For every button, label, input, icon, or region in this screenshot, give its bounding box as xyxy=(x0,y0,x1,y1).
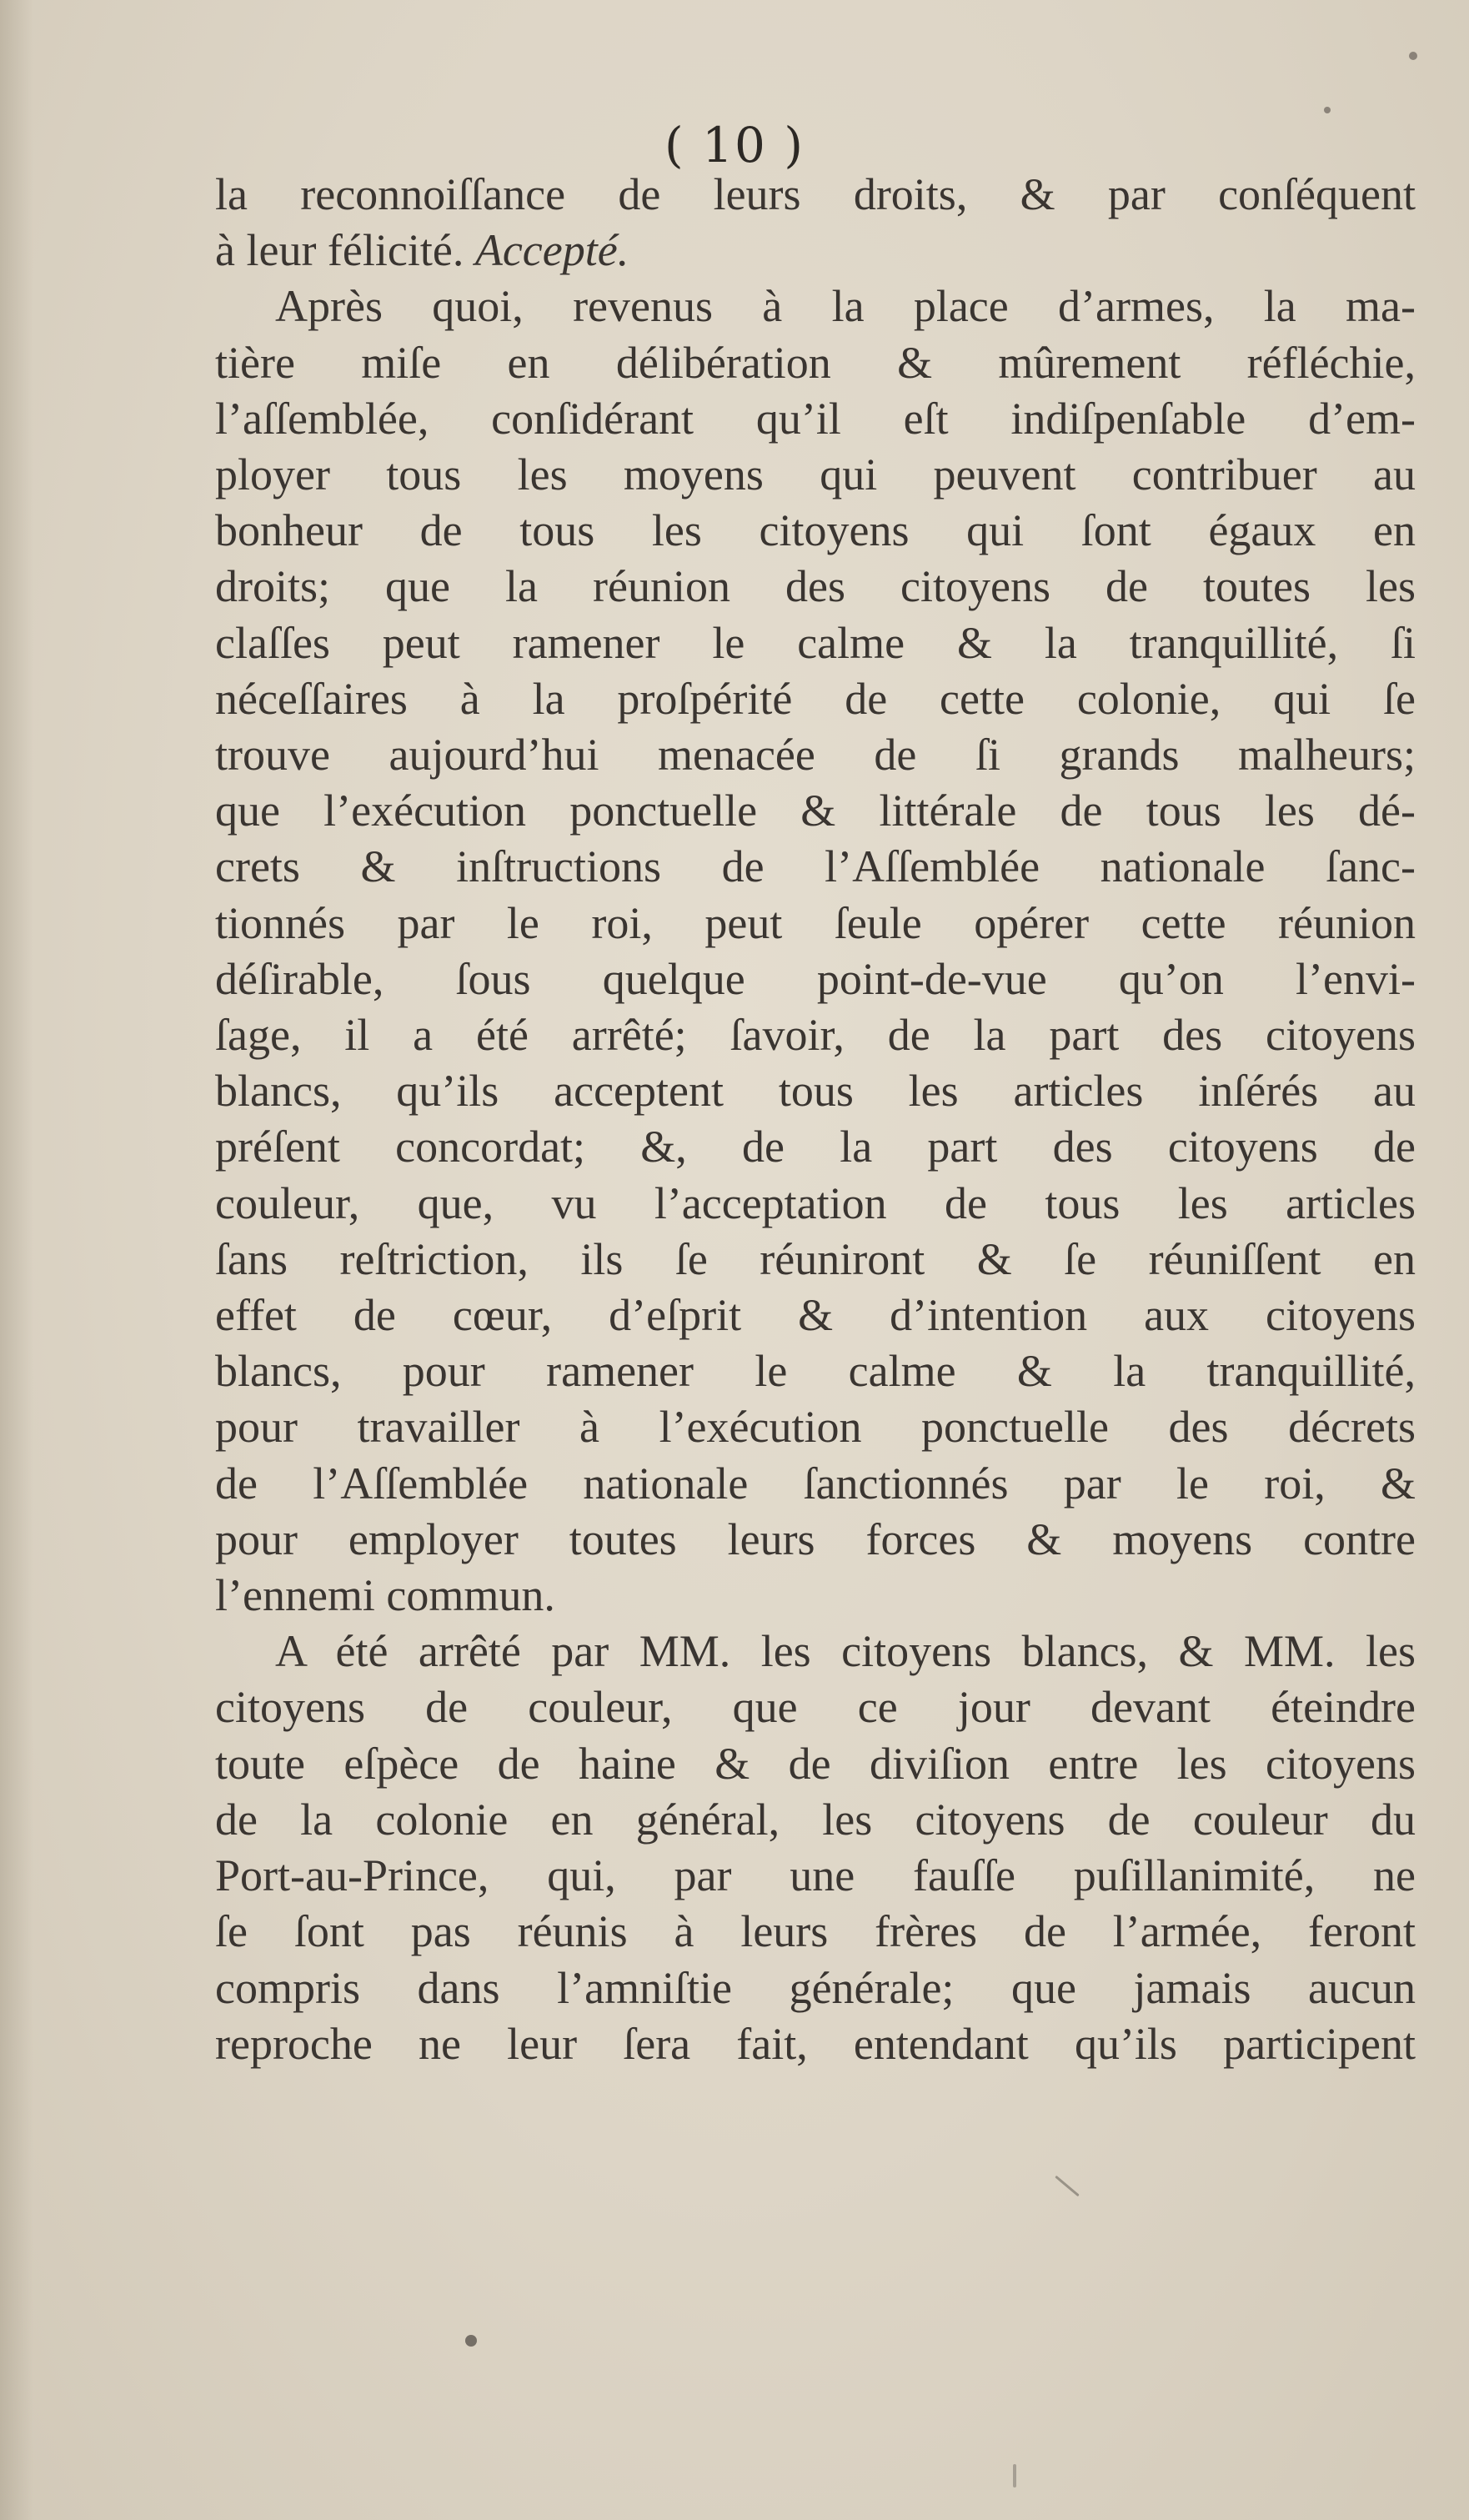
text-line: ſans reſtriction, ils ſe réuniront & ſe réuniſſent en xyxy=(215,1233,1416,1284)
paper-speck xyxy=(1013,2464,1016,2487)
text-line: de la colonie en général, les citoyens de couleur du xyxy=(215,1794,1416,1845)
text-line: que l’exécution ponctuelle & littérale de tous les dé- xyxy=(215,786,1416,836)
text-line: ſe ſont pas réunis à leurs frères de l’armée, feront xyxy=(215,1906,1416,1957)
page-edge-shadow xyxy=(0,0,33,2520)
text-line: tionnés par le roi, peut ſeule opérer cette réunion xyxy=(215,897,1416,948)
text-line: blancs, qu’ils acceptent tous les articles inſérés au xyxy=(215,1066,1416,1117)
paper-speck xyxy=(465,2335,477,2347)
text-line: citoyens de couleur, que ce jour devant éteindre xyxy=(215,1682,1416,1733)
paper-speck xyxy=(1055,2176,1080,2196)
text-line: ployer tous les moyens qui peuvent contribuer au xyxy=(215,449,1416,500)
text-line: pour travailler à l’exécution ponctuelle des décrets xyxy=(215,1402,1416,1453)
text-line: droits; que la réunion des citoyens de toutes les xyxy=(215,561,1416,612)
page-number: ( 10 ) xyxy=(664,117,805,173)
paragraph-first-line: A été arrêté par MM. les citoyens blancs, & MM. les xyxy=(275,1626,1416,1677)
text-line: de l’Aſſemblée nationale ſanctionnés par le roi, & xyxy=(215,1458,1416,1508)
text-line: compris dans l’amniſtie générale; que jamais aucun xyxy=(215,1962,1416,2013)
text-line: claſſes peut ramener le calme & la tranquillité, ſi xyxy=(215,617,1416,668)
text-line: effet de cœur, d’eſprit & d’intention aux citoyens xyxy=(215,1290,1416,1341)
text-line: déſirable, ſous quelque point-de-vue qu’on l’envi- xyxy=(215,953,1416,1004)
text-line xyxy=(215,223,1416,279)
text-line: ſage, il a été arrêté; ſavoir, de la part des citoyens xyxy=(215,1010,1416,1061)
text-line: blancs, pour ramener le calme & la tranquillité, xyxy=(215,1346,1416,1397)
text-line: la reconnoiſſance de leurs droits, & par conſéquent xyxy=(215,169,1416,219)
text-line: pour employer toutes leurs forces & moyens contre xyxy=(215,1514,1416,1564)
text-line: trouve aujourd’hui menacée de ſi grands malheurs; xyxy=(215,730,1416,781)
text-line: préſent concordat; &, de la part des citoyens de xyxy=(215,1122,1416,1172)
accepted-note: Accepté. xyxy=(474,225,629,276)
text-line: reproche ne leur ſera fait, entendant qu’ils participent xyxy=(215,2018,1416,2069)
text-line: Port-au-Prince, qui, par une fauſſe puſillanimité, ne xyxy=(215,1850,1416,1901)
text-line-segment: à leur félicité. xyxy=(215,225,464,276)
text-line: couleur, que, vu l’acceptation de tous les articles xyxy=(215,1177,1416,1228)
text-line: tière miſe en délibération & mûrement réfléchie, xyxy=(215,337,1416,388)
text-line: l’aſſemblée, conſidérant qu’il eſt indiſpenſable d’em- xyxy=(215,393,1416,444)
text-line: néceſſaires à la proſpérité de cette colonie, qui ſe xyxy=(215,673,1416,724)
text-line: crets & inſtructions de l’Aſſemblée nationale ſanc- xyxy=(215,841,1416,892)
paper-speck xyxy=(1324,107,1331,113)
paragraph-first-line: Après quoi, revenus à la place d’armes, la ma- xyxy=(275,281,1416,332)
body-text xyxy=(215,167,1416,2072)
text-line: l’ennemi commun. xyxy=(215,1570,555,1621)
text-line: bonheur de tous les citoyens qui ſont égaux en xyxy=(215,505,1416,556)
paper-speck xyxy=(1409,52,1417,60)
text-line: toute eſpèce de haine & de diviſion entre les citoyens xyxy=(215,1738,1416,1789)
